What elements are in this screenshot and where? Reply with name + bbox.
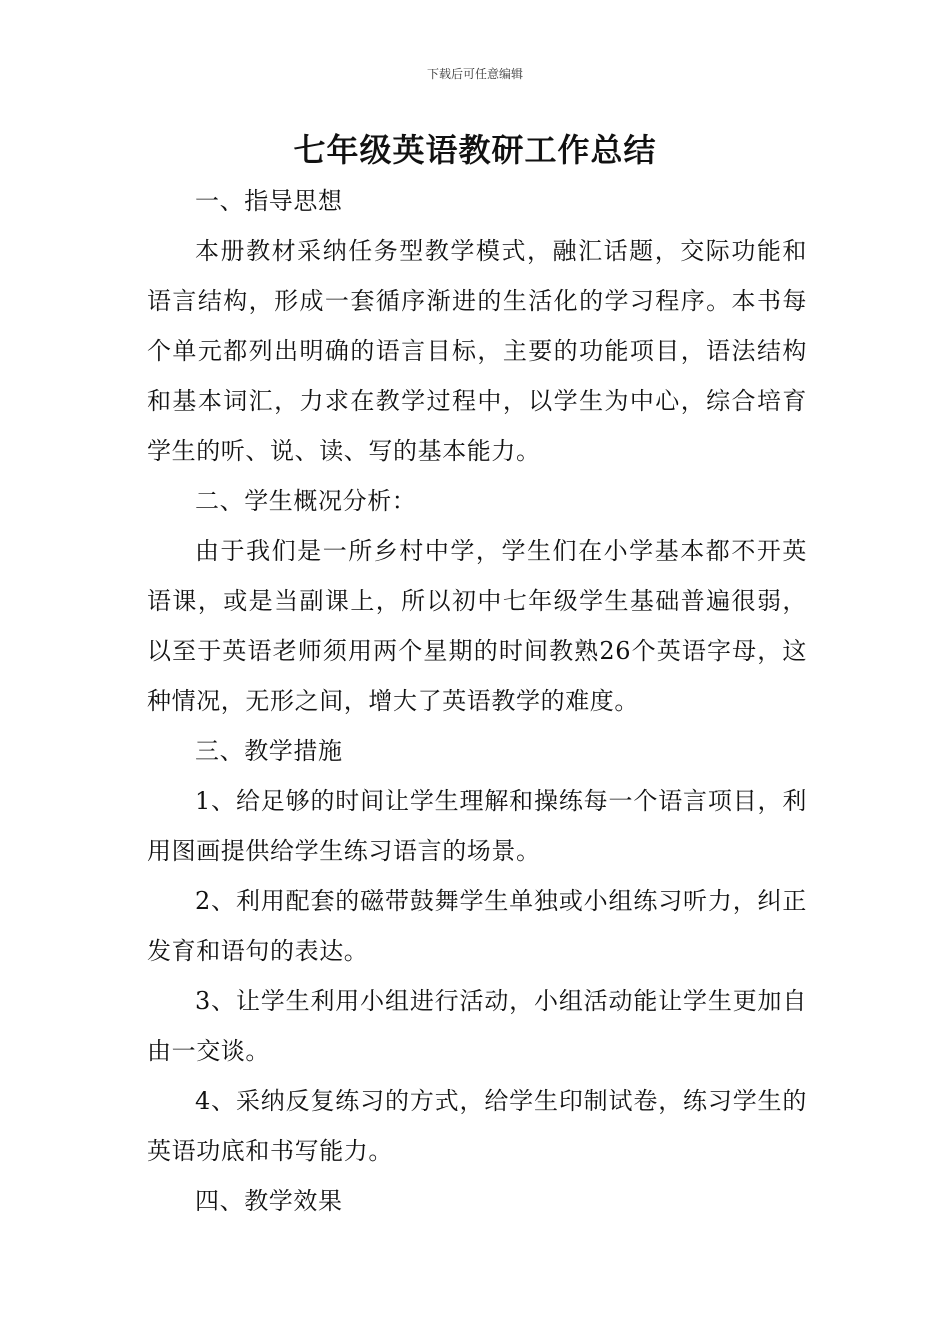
paragraph-measure-3: 3、让学生利用小组进行活动，小组活动能让学生更加自由一交谈。 [147, 987, 807, 1065]
section-heading-guiding-thought: 一、指导思想 [195, 187, 343, 215]
document-title: 七年级英语教研工作总结 [293, 131, 657, 169]
section-heading-teaching-measures: 三、教学措施 [195, 737, 343, 765]
header-note: 下载后可任意编辑 [426, 67, 523, 81]
section-heading-student-analysis: 二、学生概况分析： [195, 487, 417, 515]
document-body [147, 176, 807, 1226]
paragraph-measure-2: 2、利用配套的磁带鼓舞学生单独或小组练习听力，纠正发育和语句的表达。 [147, 887, 807, 965]
paragraph-textbook-overview: 本册教材采纳任务型教学模式，融汇话题，交际功能和语言结构，形成一套循序渐进的生活化的学习程序。本书每个单元都列出明确的语言目标，主要的功能项目，语法结构和基本词汇，力求在教学过程中，以学生为中心，综合培育学生的听、说、读、写的基本能力。 [147, 237, 807, 465]
paragraph-measure-4: 4、采纳反复练习的方式，给学生印制试卷，练习学生的英语功底和书写能力。 [147, 1087, 807, 1165]
paragraph-measure-1: 1、给足够的时间让学生理解和操练每一个语言项目，利用图画提供给学生练习语言的场景。 [147, 787, 807, 865]
section-heading-teaching-results: 四、教学效果 [195, 1187, 343, 1215]
paragraph-student-analysis: 由于我们是一所乡村中学，学生们在小学基本都不开英语课，或是当副课上，所以初中七年级学生基础普遍很弱，以至于英语老师须用两个星期的时间教熟26个英语字母，这种情况，无形之间，增大了英语教学的难度。 [147, 537, 807, 715]
